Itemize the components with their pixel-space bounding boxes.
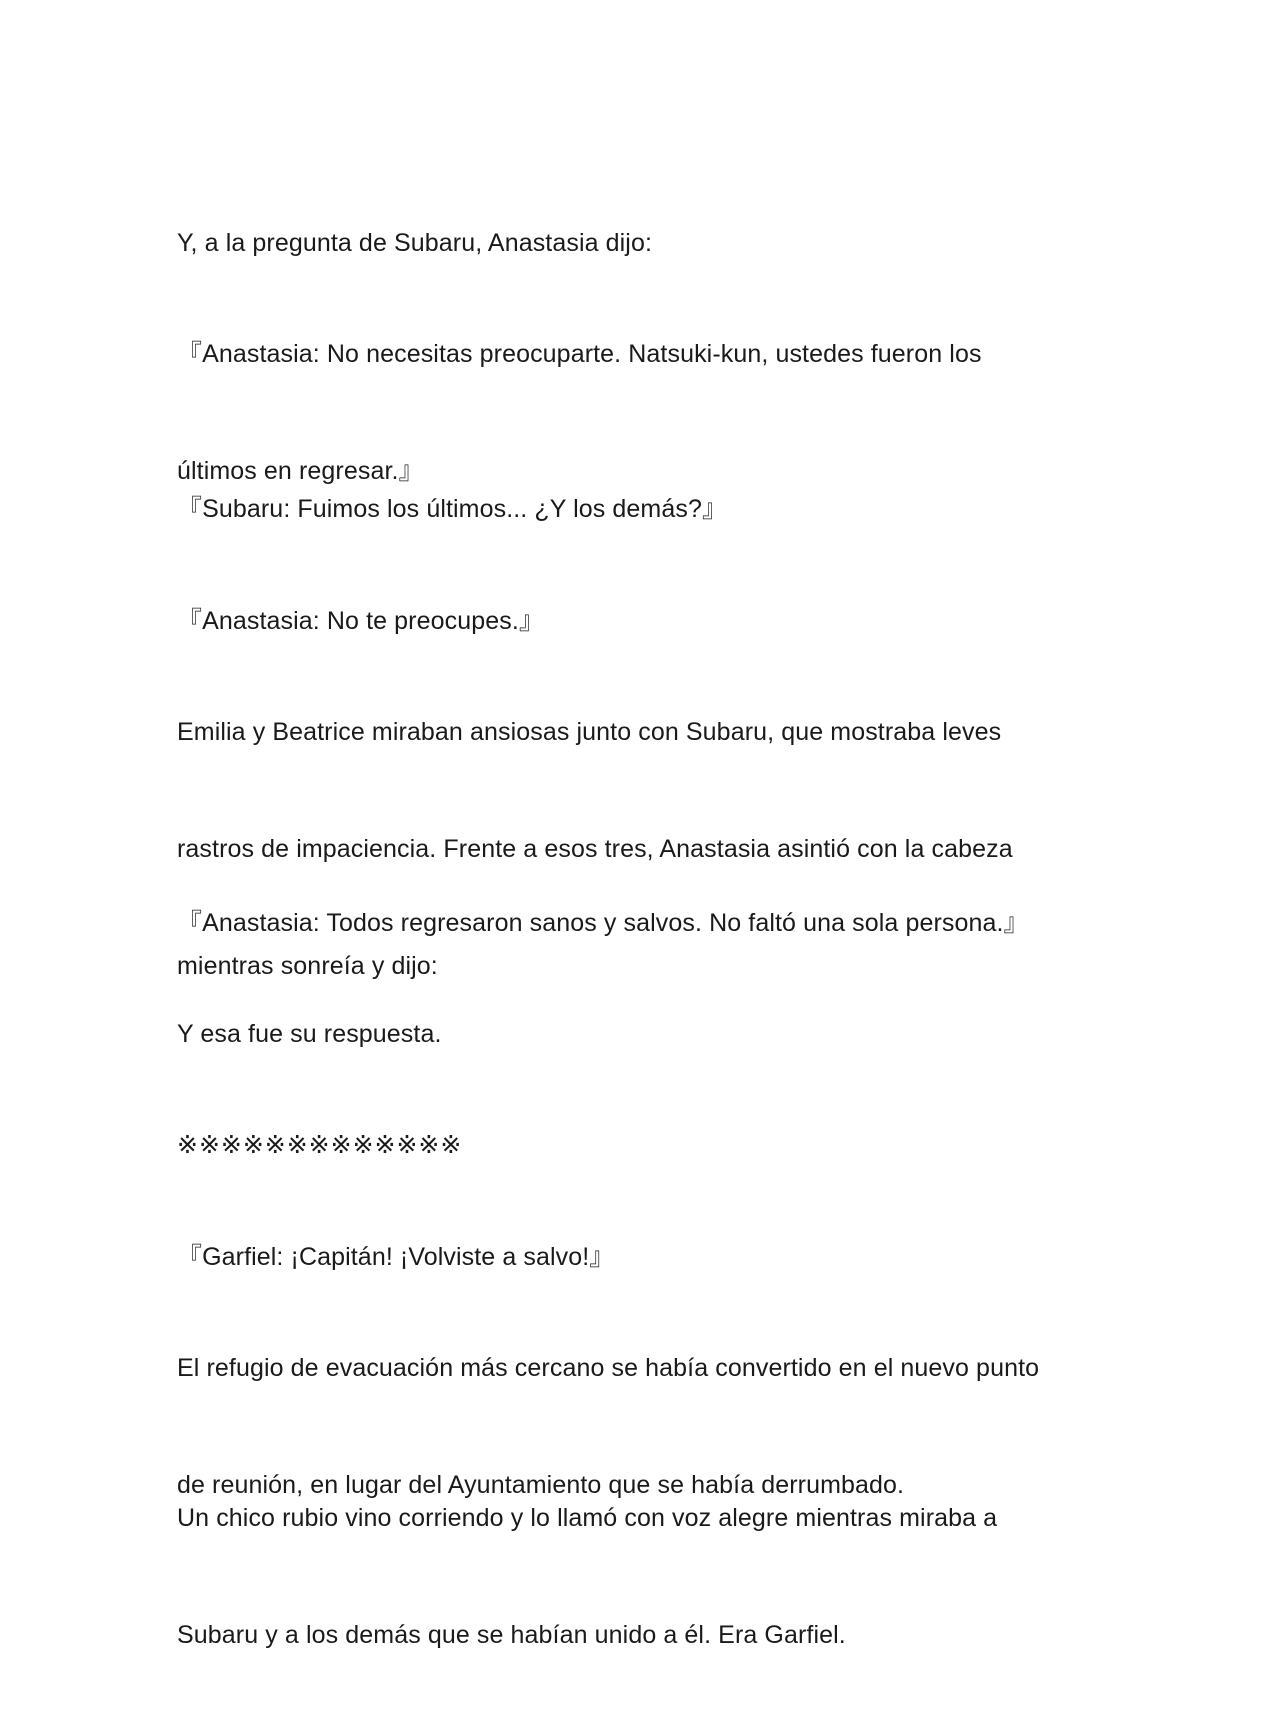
text-line: mientras sonreía y dijo: — [177, 952, 438, 980]
narration-paragraph — [177, 1421, 1117, 1733]
text-line: 『Subaru: Fuimos los últimos... ¿Y los demás?』 — [177, 495, 728, 523]
text-line: 『Anastasia: Todos regresaron sanos y salvos. No faltó una sola persona.』 — [177, 909, 1029, 937]
text-line: Un chico rubio vino corriendo y lo llamó con voz alegre mientras miraba a — [177, 1504, 998, 1532]
text-line: Subaru y a los demás que se habían unido a él. Era Garfiel. — [177, 1621, 846, 1649]
text-line: 『Anastasia: No te preocupes.』 — [177, 607, 544, 635]
text-line: de reunión, en lugar del Ayuntamiento que se había derrumbado. — [177, 1471, 905, 1499]
text-line: Y, a la pregunta de Subaru, Anastasia dijo: — [177, 229, 653, 257]
text-line: últimos en regresar.』 — [177, 457, 424, 485]
text-line: rastros de impaciencia. Frente a esos tres, Anastasia asintió con la cabeza — [177, 835, 1013, 863]
text-line: 『Garfiel: ¡Capitán! ¡Volviste a salvo!』 — [177, 1243, 615, 1271]
text-line: Emilia y Beatrice miraban ansiosas junto con Subaru, que mostraba leves — [177, 718, 1002, 746]
text-line: Y esa fue su respuesta. — [177, 1020, 442, 1048]
text-line: El refugio de evacuación más cercano se había convertido en el nuevo punto — [177, 1354, 1040, 1382]
text-line: 『Anastasia: No necesitas preocuparte. Natsuki-kun, ustedes fueron los — [177, 340, 982, 368]
text-line: ※※※※※※※※※※※※※ — [177, 1131, 463, 1159]
